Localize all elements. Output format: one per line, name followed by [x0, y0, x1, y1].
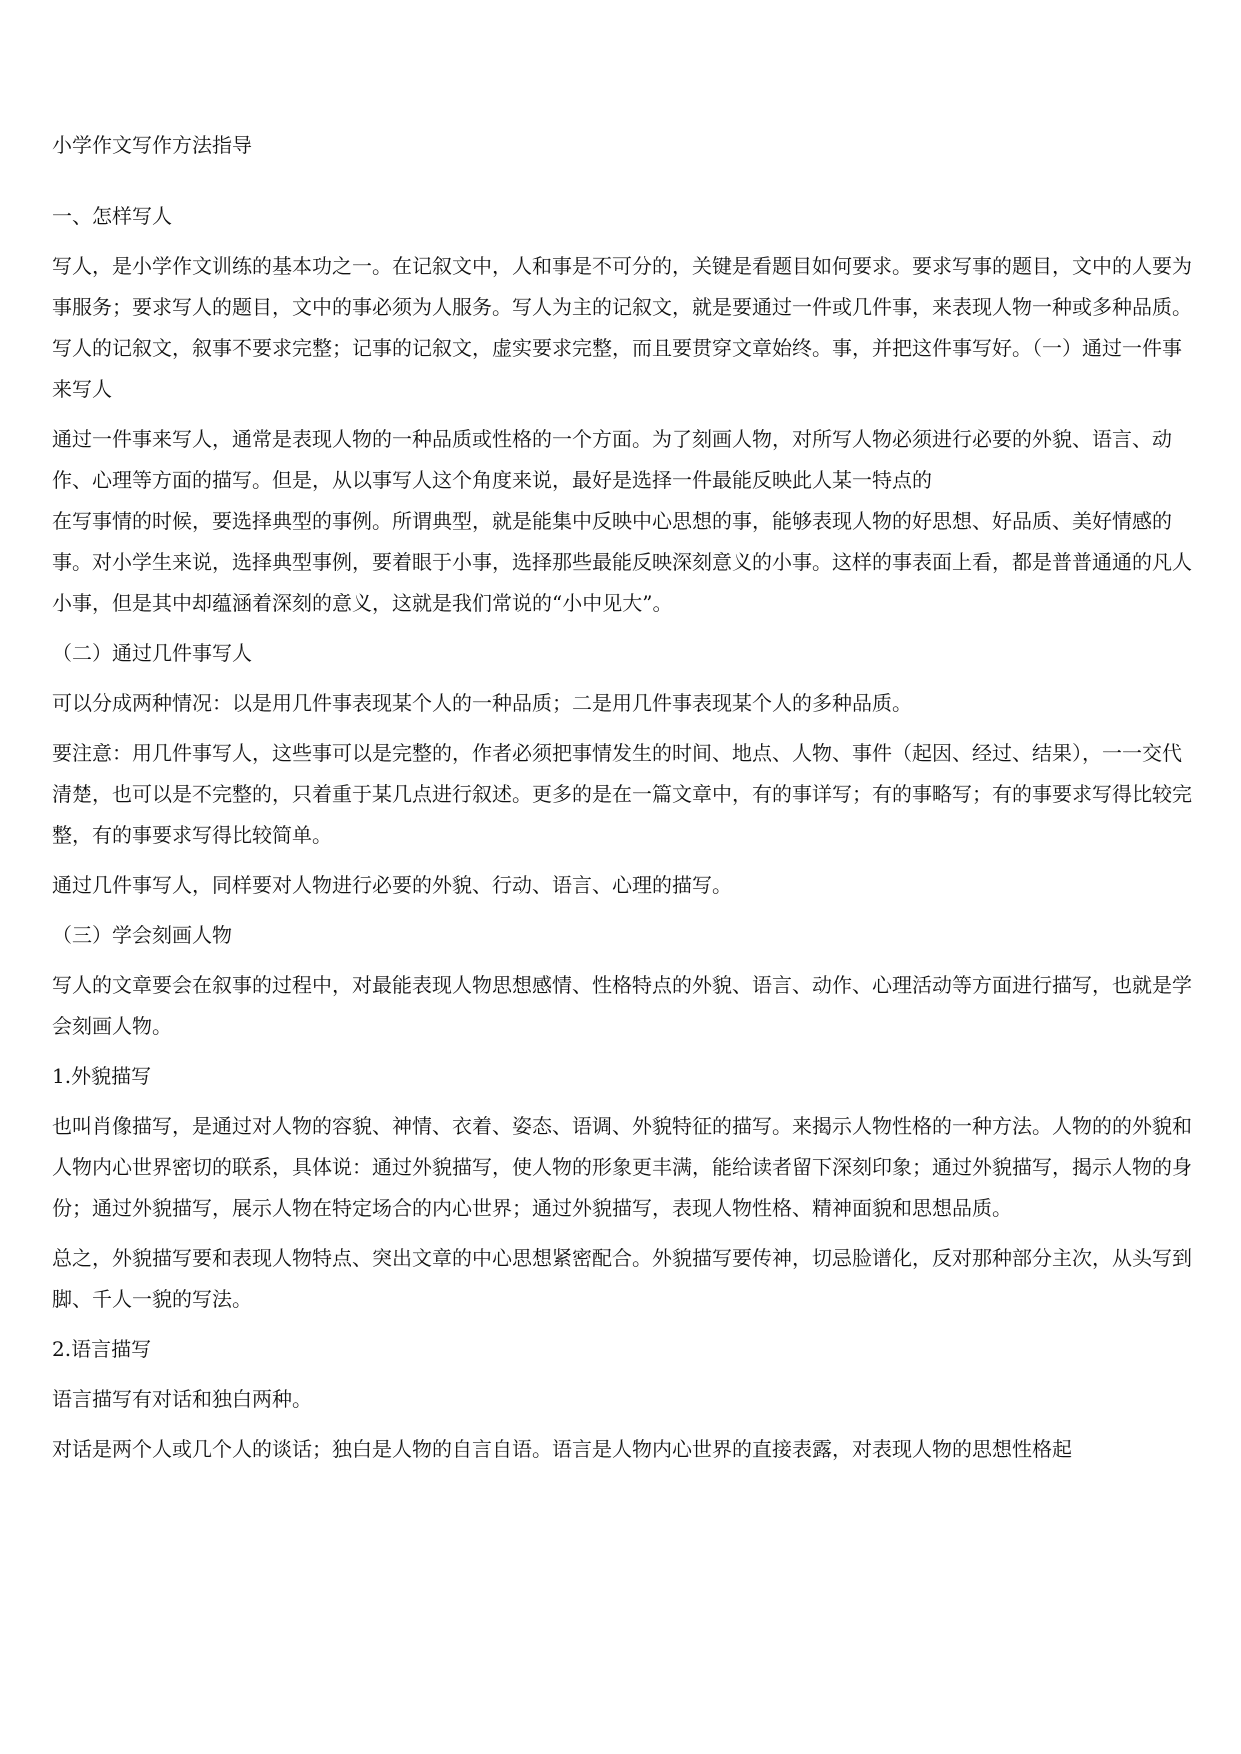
section-intro-paragraph: 写人，是小学作文训练的基本功之一。在记叙文中，人和事是不可分的，关键是看题目如何要求。要求写事的题目，文中的人要为事服务；要求写人的题目，文中的事必须为人服务。写人为主的记叙文，就是要通过一件或几件事，来表现人物一种或多种品质。写人的记叙文，叙事不要求完整；记事的记叙文，虚实要求完整，而且要贯穿文章始终。事，并把这件事写好。（一）通过一件事来写人 [52, 254, 1192, 401]
paragraph-one-event-a: 通过一件事来写人，通常是表现人物的一种品质或性格的一个方面。为了刻画人物，对所写人物必须进行必要的外貌、语言、动作、心理等方面的描写。但是，从以事写人这个角度来说，最好是选择一件最能反映此人某一特点的 [52, 427, 1172, 492]
paragraph-several-events-a: 可以分成两种情况：以是用几件事表现某个人的一种品质；二是用几件事表现某个人的多种品质。 [52, 691, 912, 715]
paragraph-several-events-c: 通过几件事写人，同样要对人物进行必要的外貌、行动、语言、心理的描写。 [52, 873, 732, 897]
item-heading-language: 2.语言描写 [52, 1337, 152, 1361]
paragraph-several-events-b: 要注意：用几件事写人，这些事可以是完整的，作者必须把事情发生的时间、地点、人物、事件（起因、经过、结果），一一交代清楚，也可以是不完整的，只着重于某几点进行叙述。更多的是在一篇文章中，有的事详写；有的事略写；有的事要求写得比较完整，有的事要求写得比较简单。 [52, 741, 1192, 847]
paragraph-language-b: 对话是两个人或几个人的谈话；独白是人物的自言自语。语言是人物内心世界的直接表露，对表现人物的思想性格起 [52, 1437, 1072, 1461]
item-heading-appearance: 1.外貌描写 [52, 1064, 152, 1088]
paragraph-language-a: 语言描写有对话和独白两种。 [52, 1387, 312, 1411]
paragraph-portray-characters: 写人的文章要会在叙事的过程中，对最能表现人物思想感情、性格特点的外貌、语言、动作、心理活动等方面进行描写，也就是学会刻画人物。 [52, 973, 1192, 1038]
section-heading-how-to-write-people: 一、怎样写人 [52, 204, 172, 228]
paragraph-appearance-b: 总之，外貌描写要和表现人物特点、突出文章的中心思想紧密配合。外貌描写要传神，切忌脸谱化，反对那种部分主次，从头写到脚、千人一貌的写法。 [52, 1246, 1192, 1311]
document-body [52, 125, 1192, 1479]
paragraph-appearance-a: 也叫肖像描写，是通过对人物的容貌、神情、衣着、姿态、语调、外貌特征的描写。来揭示人物性格的一种方法。人物的的外貌和人物内心世界密切的联系，具体说：通过外貌描写，使人物的形象更丰满，能给读者留下深刻印象；通过外貌描写，揭示人物的身份；通过外貌描写，展示人物在特定场合的内心世界；通过外貌描写，表现人物性格、精神面貌和思想品质。 [52, 1114, 1192, 1220]
paragraph-one-event-b: 在写事情的时候，要选择典型的事例。所谓典型，就是能集中反映中心思想的事，能够表现人物的好思想、好品质、美好情感的事。对小学生来说，选择典型事例，要着眼于小事，选择那些最能反映深刻意义的小事。这样的事表面上看，都是普普通通的凡人小事，但是其中却蕴涵着深刻的意义，这就是我们常说的“小中见大”。 [52, 509, 1192, 615]
subheading-several-events: （二）通过几件事写人 [52, 641, 252, 665]
document-title: 小学作文写作方法指导 [52, 133, 252, 157]
subheading-portray-characters: （三）学会刻画人物 [52, 923, 232, 947]
